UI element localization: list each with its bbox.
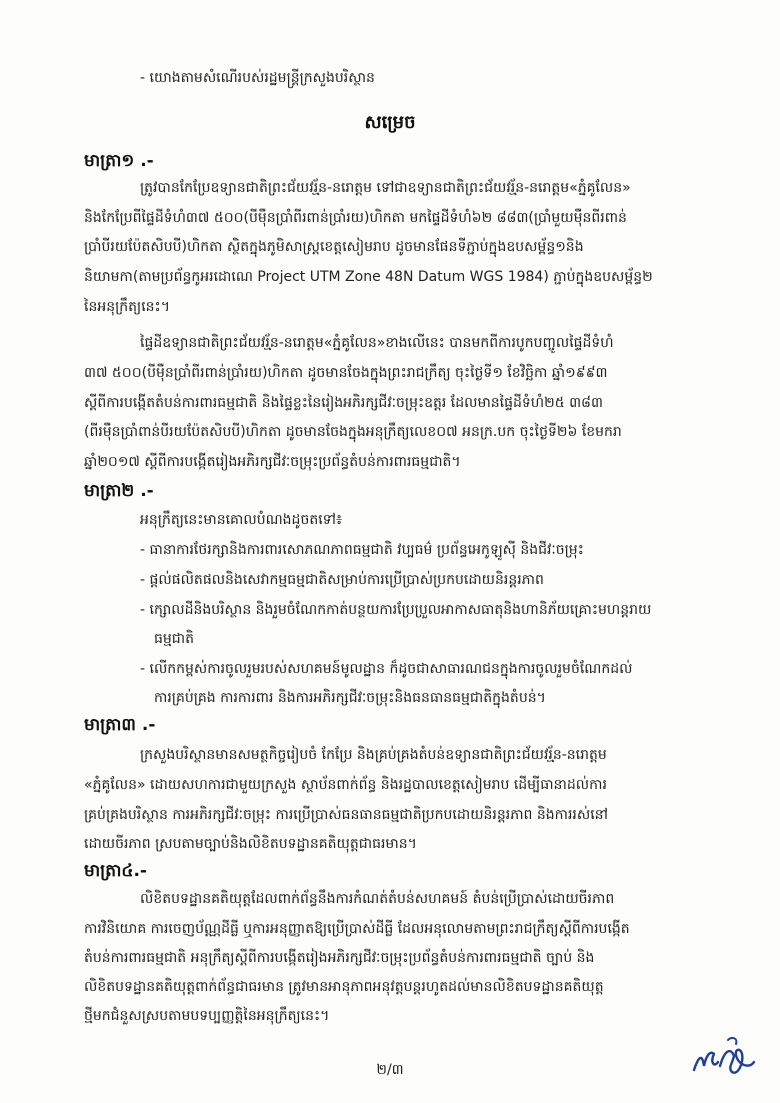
article-4-text-line: ថ្មីមកជំនួសស្របតាមបទប្បញ្ញត្តិនៃអនុក្រឹត្យនេះ។ [84,1008,330,1024]
article-2-bullet: - ក្សោលដីនិងបរិស្ថាន និងរួមចំណែកកាត់បន្ថយការប្រែប្រួលអាកាសធាតុនិងហានិភ័យគ្រោះមហន្តរាយ [140,602,652,618]
article-1-text-line: ស្តីពីការបង្កើតតំបន់ការពារធម្មជាតិ និងផ្ទៃខ្លះនៃរៀងអភិរក្សជីវៈចម្រុះឧត្តរ ដែលមានផ្ទៃដីទំហំ២៥ ៣៨៣ [84,395,603,411]
article-4-text-line: លិខិតបទដ្ឋានគតិយុត្តពាក់ព័ន្ធជាធរមាន ត្រូវមានអានុភាពអនុវត្តបន្តរហូតដល់មានលិខិតបទដ្ឋានគតិយុត្ត [84,979,604,995]
article-2-bullet: - លើកកម្ពស់ការចូលរួមរបស់សហគមន៍មូលដ្ឋាន ក៏ដូចជាសាធារណជនក្នុងការចូលរួមចំណែកដល់ [140,661,633,677]
article-3-text-line: គ្រប់គ្រងបរិស្ថាន ការអភិរក្សជីវៈចម្រុះ ការប្រើប្រាស់ធនធានធម្មជាតិប្រកបដោយនិរន្តរភាព និងការរស់នៅ [84,807,608,823]
decision-title: សម្រេច [364,112,416,133]
article-2-bullet: ការគ្រប់គ្រង ការការពារ និងការអភិរក្សជីវៈចម្រុះនិងធនធានធម្មជាតិក្នុងតំបន់។ [154,690,546,706]
page-number: ២/៣ [376,1062,404,1078]
article-1-heading: មាត្រា១ .- [84,151,154,171]
article-2-bullet: - ផ្តល់ផលិតផលនិងសេវាកម្មធម្មជាតិសម្រាប់ការប្រើប្រាស់ប្រកបដោយនិរន្តរភាព [140,572,544,588]
article-1-text-line: ត្រូវបានកែប្រែឧទ្យានជាតិព្រះជ័យវរ្ម័ន-នរោត្តម ទៅជាឧទ្យានជាតិព្រះជ័យវរ្ម័ន-នរោត្តម«ភ្នំគូលែន» [140,180,631,196]
article-1-text-line: នៃអនុក្រឹត្យនេះ។ [84,299,170,315]
article-3-text-line: «ភ្នំគូលែន» ដោយសហការជាមួយក្រសួង ស្ថាប័នពាក់ព័ន្ធ និងរដ្ឋបាលខេត្តសៀមរាប ដើម្បីធានាដល់ការ [84,777,607,793]
article-4-text-line: ការវិនិយោគ ការចេញប័ណ្ណដីធ្លី ឬការអនុញ្ញាតឱ្យប្រើប្រាស់ដីធ្លី ដែលអនុលោមតាមព្រះរាជក្រឹត្យស្តីពីការបង្កើត [84,921,630,937]
article-2-bullet: - ធានាការថែរក្សានិងការពារសោភណភាពធម្មជាតិ វប្បធម៌ ប្រព័ន្ធអេកូឡូស៊ី និងជីវៈចម្រុះ [140,542,584,558]
article-4-text-line: តំបន់ការពារធម្មជាតិ អនុក្រឹត្យស្តីពីការបង្កើតរៀងអភិរក្សជីវៈចម្រុះប្រព័ន្ធតំបន់ការពារធម្មជាតិ ច្បាប់ និង [84,950,595,966]
article-2-intro: អនុក្រឹត្យនេះមានគោលបំណងដូចតទៅ៖ [140,512,343,528]
article-1-text-line: ៣៧ ៥០០(បីម៉ឺនប្រាំពីរពាន់ប្រាំរយ)ហិកតា ដូចមានចែងក្នុងព្រះរាជក្រឹត្យ ចុះថ្ងៃទី១ ខែវិច្ឆិកា ឆ្នាំ១៩៩៣ [84,365,608,381]
article-1-text-line: និងកែប្រែពីផ្ទៃដីទំហំ៣៧ ៥០០(បីម៉ឺនប្រាំពីរពាន់ប្រាំរយ)ហិកតា មកផ្ទៃដីទំហំ៦២ ៨៨៣(ប្រាំមួយម៉ឺនពីរពាន់ [84,210,627,226]
article-2-bullet: ធម្មជាតិ [154,631,194,647]
article-1-text-line: ផ្ទៃដីឧទ្យានជាតិព្រះជ័យវរ្ម័ន-នរោត្តម«ភ្នំគូលែន»ខាងលើនេះ បានមកពីការបូកបញ្ចូលផ្ទៃដីទំហំ [140,335,614,351]
article-3-text-line: ក្រសួងបរិស្ថានមានសមត្ថកិច្ចរៀបចំ កែប្រែ និងគ្រប់គ្រងតំបន់ឧទ្យានជាតិព្រះជ័យវរ្ម័ន-នរោត្តម [140,747,607,763]
signature-initials-icon [688,1032,768,1082]
article-1-text-line: ប្រាំបីរយប៉ែតសិបបី)ហិកតា ស្ថិតក្នុងភូមិសាស្ត្រខេត្តសៀមរាប ដូចមានផែនទីភ្ជាប់ក្នុងឧបសម្ព័ន្ធ១និង [84,239,584,255]
article-1-text-line: និយាមកា(តាមប្រព័ន្ធកូអរដោណេ Project UTM Zone 48N Datum WGS 1984) ភ្ជាប់ក្នុងឧបសម្ព័ន្ធ២ [84,269,653,285]
article-2-heading: មាត្រា២ .- [84,481,154,501]
recital-line: - យោងតាមសំណើរបស់រដ្ឋមន្ត្រីក្រសួងបរិស្ថាន [140,70,375,86]
article-3-heading: មាត្រា៣ .- [84,715,156,735]
article-4-heading: មាត្រា៤.- [84,861,147,881]
article-1-text-line: ឆ្នាំ២០១៧ ស្តីពីការបង្កើតរៀងអភិរក្សជីវៈចម្រុះប្រព័ន្ធតំបន់ការពារធម្មជាតិ។ [84,454,461,470]
article-3-text-line: ដោយចីរភាព ស្របតាមច្បាប់និងលិខិតបទដ្ឋានគតិយុត្តជាធរមាន។ [84,836,417,852]
article-1-text-line: (ពីរម៉ឺនប្រាំពាន់បីរយប៉ែតសិបបី)ហិកតា ដូចមានចែងក្នុងអនុក្រឹត្យលេខ០៧ អនក្រ.បក ចុះថ្ងៃទី២៦ ខែមករា [84,424,622,440]
article-4-text-line: លិខិតបទដ្ឋានគតិយុត្តដែលពាក់ព័ន្ធនឹងការកំណត់តំបន់សហគមន៍ តំបន់ប្រើប្រាស់ដោយចីរភាព [140,891,615,907]
